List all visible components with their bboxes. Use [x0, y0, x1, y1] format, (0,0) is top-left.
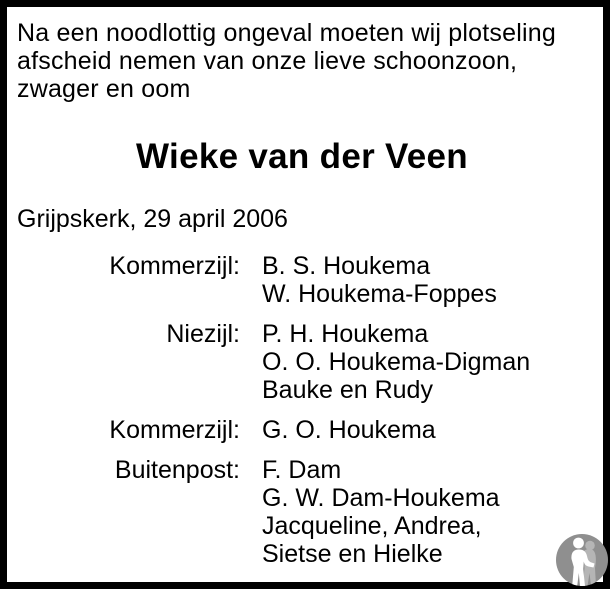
names-list: [262, 416, 436, 444]
name-line: G. W. Dam-Houkema: [262, 484, 500, 512]
place-label: Buitenpost:: [114, 456, 240, 484]
place-label: Kommerzijl:: [109, 416, 240, 444]
family-groups: [17, 252, 587, 568]
name-line: G. O. Houkema: [262, 416, 436, 444]
front-figure-head: [573, 538, 584, 549]
intro-line: afscheid nemen van onze lieve schoonzoon,: [17, 47, 518, 75]
name-line: Sietse en Hielke: [262, 540, 443, 568]
memorial-logo: [556, 534, 608, 586]
family-group: [17, 416, 587, 444]
intro-line: Na een noodlottig ongeval moeten wij plotseling: [17, 19, 556, 47]
place-label: Niezijl:: [166, 320, 240, 348]
deceased-name: Wieke van der Veen: [136, 137, 468, 176]
dateline: Grijpskerk, 29 april 2006: [17, 205, 288, 233]
family-group: [17, 252, 587, 308]
place-label: Kommerzijl:: [109, 252, 240, 280]
names-list: [262, 456, 500, 568]
intro-line: zwager en oom: [17, 75, 191, 103]
names-list: [262, 252, 497, 308]
name-line: B. S. Houkema: [262, 252, 431, 280]
family-group: [17, 320, 587, 404]
names-list: [262, 320, 530, 404]
intro-text: [17, 19, 587, 103]
name-line: F. Dam: [262, 456, 342, 484]
name-line: W. Houkema-Foppes: [262, 280, 497, 308]
back-figure-head: [585, 541, 595, 551]
name-line: O. O. Houkema-Digman: [262, 348, 531, 376]
two-figures-memorial-icon: [556, 534, 608, 586]
name-line: Jacqueline, Andrea,: [262, 512, 482, 540]
name-line: Bauke en Rudy: [262, 376, 433, 404]
family-group: [17, 456, 587, 568]
name-line: P. H. Houkema: [262, 320, 429, 348]
